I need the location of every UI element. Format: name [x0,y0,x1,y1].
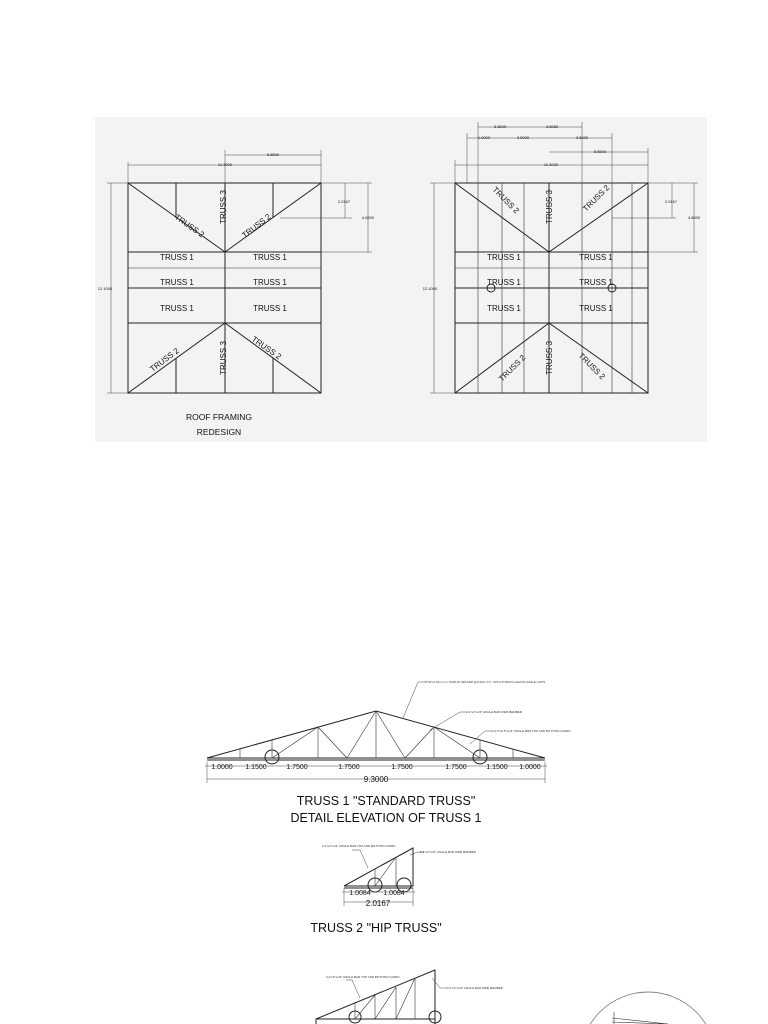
plan-title-line2: REDESIGN [196,427,242,437]
truss1-dim-7: 1.1500 [486,764,508,771]
label-truss1-r1-right: TRUSS 1 [253,253,287,262]
truss3-elevation [316,970,504,1024]
dim-left-vertical: 12.1000 [97,286,113,291]
label-truss1-r1-left: TRUSS 1 [160,253,194,262]
label-r-truss1-r2-right: TRUSS 1 [579,278,613,287]
truss1-note-web: 2-2"x2"x1/4" ANGLE BAR WEB MEMBER [466,710,522,714]
truss1-title: TRUSS 1 "STANDARD TRUSS" [296,794,476,808]
dim-left-right-2: 4.6500 [361,215,375,220]
dim-right-row3: 5.6500 [593,149,607,154]
truss1-dim-8: 1.0000 [519,764,541,771]
truss2-dim-1: 1.0084 [349,890,371,897]
detail-circle [580,992,716,1024]
label-r-truss2-top-left: TRUSS 2 [490,185,521,216]
label-truss1-r3-right: TRUSS 1 [253,304,287,313]
label-r-truss1-r1-left: TRUSS 1 [487,253,521,262]
truss2-elevation [310,844,476,935]
dim-right-row1-b: 3.6080 [545,124,559,129]
dim-right-row2-c: 3.5000 [575,135,589,140]
label-r-truss3-bottom: TRUSS 3 [545,341,554,375]
dim-right-row2-b: 3.5000 [516,135,530,140]
truss1-dim-2: 1.1500 [245,764,267,771]
label-r-truss2-bottom-left: TRUSS 2 [497,353,528,384]
truss3-note-web: 2-2"x2"x1/4" ANGLE BAR WEB MEMBER [447,986,503,990]
dim-left-top-half: 5.6500 [266,152,280,157]
truss1-dim-3: 1.7500 [286,764,308,771]
truss1-note-chord: 2-2.5"x2.5"x1/4" ANGLE BAR TOP AND BOTTOM CHORD [492,729,571,733]
label-r-truss3-top: TRUSS 3 [545,190,554,224]
dim-left-right-1: 2.0167 [337,199,351,204]
dim-right-row2-a: 1.0000 [477,135,491,140]
label-truss1-r2-right: TRUSS 1 [253,278,287,287]
truss3-note-chord: 2-2"x2"x1/4" ANGLE BAR TOP AND BOTTOM CHORD [326,975,400,979]
label-r-truss2-top-right: TRUSS 2 [581,183,612,214]
label-truss2-bottom-left: TRUSS 2 [148,346,181,374]
label-r-truss1-r2-left: TRUSS 1 [487,278,521,287]
truss2-note-web: 2-2"x2"x1/4" ANGLE BAR WEB MEMBER [420,850,476,854]
truss1-dim-5: 1.7500 [391,764,413,771]
dim-right-total: 11.3000 [543,162,559,167]
dim-left-top-total: 11.3000 [217,162,233,167]
label-truss3-bottom: TRUSS 3 [219,341,228,375]
truss1-elevation [205,680,571,825]
label-truss3-top: TRUSS 3 [219,190,228,224]
label-r-truss2-bottom-right: TRUSS 2 [576,351,607,382]
truss1-dim-1: 1.0000 [211,764,233,771]
label-truss2-top-left: TRUSS 2 [173,212,206,240]
truss1-subtitle: DETAIL ELEVATION OF TRUSS 1 [290,811,482,825]
truss1-dim-6: 1.7500 [445,764,467,771]
truss2-dim-2: 1.0084 [383,890,405,897]
truss2-dim-total: 2.0167 [365,899,391,908]
label-truss1-r3-left: TRUSS 1 [160,304,194,313]
dim-right-right-1: 2.0167 [664,199,678,204]
truss2-note-chord: 2-2"x2"x1/4" ANGLE BAR TOP AND BOTTOM CHORD [322,844,396,848]
label-r-truss1-r3-left: TRUSS 1 [487,304,521,313]
truss1-dim-total: 9.3000 [363,775,389,784]
truss1-dim-4: 1.7500 [338,764,360,771]
label-truss2-bottom-right: TRUSS 2 [250,334,283,362]
label-r-truss1-r3-right: TRUSS 1 [579,304,613,313]
dim-right-row1-a: 3.3849 [493,124,507,129]
truss1-note-purlin: 8"x8"x1.5mm G.I. PURLIN SPACED @0.60m O.C. WITH PURLIN CLEATS ANGLE CLIPS [425,680,546,684]
dim-right-right-2: 4.6500 [687,215,701,220]
label-r-truss1-r1-right: TRUSS 1 [579,253,613,262]
dim-right-vertical: 12.1000 [422,286,438,291]
truss2-title: TRUSS 2 "HIP TRUSS" [310,921,442,935]
label-truss1-r2-left: TRUSS 1 [160,278,194,287]
plan-title-line1: ROOF FRAMING [185,412,253,422]
label-truss2-top-right: TRUSS 2 [240,212,273,240]
